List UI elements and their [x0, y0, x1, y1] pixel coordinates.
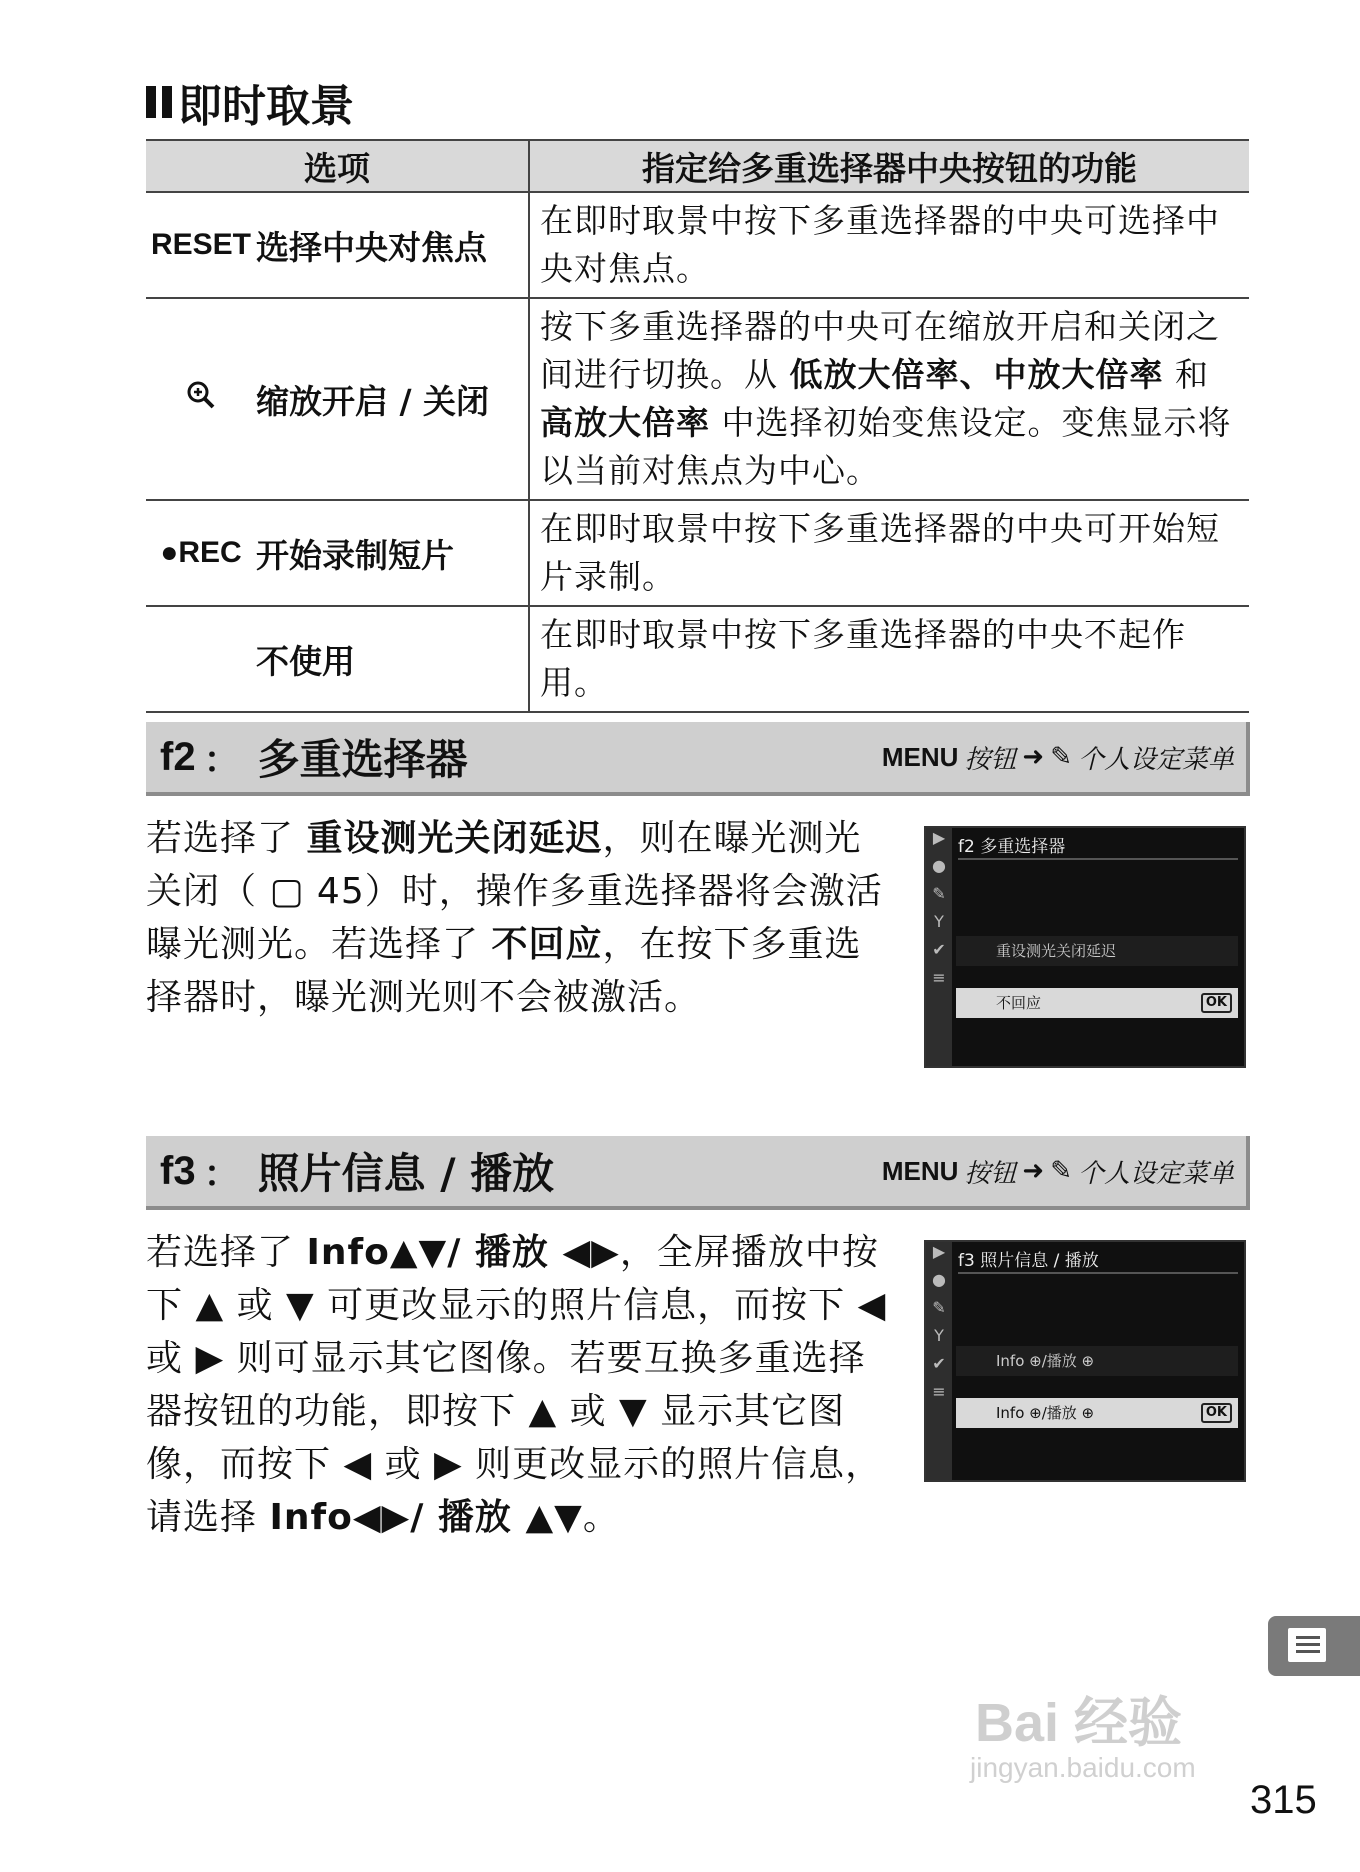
- arrow-icon: ➜: [1022, 1156, 1045, 1186]
- menu-button-label: MENU: [881, 741, 959, 772]
- menu-path: MENU 按钮 ➜ ✎ 个人设定菜单: [881, 1155, 1234, 1189]
- option-description: 按下多重选择器的中央可在缩放开启和关闭之间进行切换。从 低放大倍率、中放大倍率 和 高放大倍率 中选择初始变焦设定。变焦显示将以当前对焦点为中心。: [529, 298, 1249, 500]
- option-label: 不使用: [256, 641, 355, 681]
- table-row: [146, 606, 1249, 712]
- screen-title: f2 多重选择器: [958, 832, 1238, 860]
- title-marker: [162, 86, 172, 118]
- option-label: 开始录制短片: [256, 535, 454, 575]
- f2-camera-screen: [924, 826, 1246, 1068]
- screen-menu-item-selected: Info ⊕/播放 ⊕ OK: [956, 1398, 1238, 1428]
- f2-title: 多重选择器: [257, 735, 468, 784]
- rec-icon: ●REC: [160, 536, 242, 569]
- arrow-icon: ➜: [1022, 742, 1045, 772]
- screen-sidebar: ▶ ● ✎ Y ✔ ≡: [926, 828, 952, 1066]
- option-description: 在即时取景中按下多重选择器的中央可选择中央对焦点。: [529, 192, 1249, 298]
- screen-sidebar: ▶ ● ✎ Y ✔ ≡: [926, 1242, 952, 1480]
- option-description: 在即时取景中按下多重选择器的中央不起作用。: [529, 606, 1249, 712]
- pencil-icon: ✎: [1050, 742, 1072, 772]
- page-number: 315: [1250, 1778, 1317, 1822]
- screen-menu-item: Info ⊕/播放 ⊕: [956, 1346, 1238, 1376]
- baidu-watermark-url: jingyan.baidu.com: [970, 1752, 1196, 1783]
- f3-title: 照片信息 / 播放: [257, 1149, 555, 1198]
- screen-title: f3 照片信息 / 播放: [958, 1246, 1238, 1274]
- f2-paragraph: 若选择了 重设测光关闭延迟，则在曝光测光关闭（ ▢ 45）时，操作多重选择器将会激活曝光测光。若选择了 不回应，在按下多重选择器时，曝光测光则不会被激活。: [146, 818, 883, 1018]
- option-label: 选择中央对焦点: [256, 227, 487, 267]
- title-marker: [146, 86, 156, 118]
- header-function: 指定给多重选择器中央按钮的功能: [529, 140, 1249, 192]
- table-row: [146, 192, 1249, 298]
- section-title-text: 即时取景: [178, 81, 354, 132]
- index-tab-icon[interactable]: [1268, 1616, 1360, 1676]
- ok-icon: OK: [1201, 1403, 1232, 1423]
- screen-menu-item-selected: 不回应 OK: [956, 988, 1238, 1018]
- f3-paragraph: 若选择了 Info▲▼/ 播放 ◀▶，全屏播放中按下 ▲ 或 ▼ 可更改显示的照片信息，而按下 ◀ 或 ▶ 则可显示其它图像。若要互换多重选择器按钮的功能，即按下 ▲ 或 ▼ 显示其它图像，而按下 ◀ 或 ▶ 则更改显示的照片信息，请选择 Info◀▶/ 播放 ▲▼。: [146, 1232, 887, 1538]
- table-row: [146, 500, 1249, 606]
- f3-header-bar: f3 ： 照片信息 / 播放 MENU 按钮 ➜ ✎ 个人设定菜单: [146, 1136, 1250, 1210]
- option-description: 在即时取景中按下多重选择器的中央可开始短片录制。: [529, 500, 1249, 606]
- pencil-icon: ✎: [1050, 1156, 1072, 1186]
- ok-icon: OK: [1201, 993, 1232, 1013]
- menu-path: MENU 按钮 ➜ ✎ 个人设定菜单: [881, 741, 1234, 775]
- screen-menu-item: 重设测光关闭延迟: [956, 936, 1238, 966]
- table-row: [146, 298, 1249, 500]
- section-title: [146, 70, 354, 134]
- baidu-watermark: Bai 经验: [975, 1693, 1183, 1753]
- header-option: 选项: [146, 140, 529, 192]
- option-label: 缩放开启 / 关闭: [256, 381, 490, 421]
- f2-code: f2: [160, 734, 196, 779]
- f3-code: f3: [160, 1148, 196, 1193]
- options-table: [146, 139, 1249, 713]
- f2-header-bar: f2 ： 多重选择器 MENU 按钮 ➜ ✎ 个人设定菜单: [146, 722, 1250, 796]
- zoom-in-icon: [146, 380, 256, 418]
- book-icon: ▢: [257, 871, 317, 912]
- f3-camera-screen: [924, 1240, 1246, 1482]
- reset-icon: RESET: [150, 228, 252, 261]
- table-header-row: [146, 140, 1249, 192]
- menu-button-label: MENU: [881, 1155, 959, 1186]
